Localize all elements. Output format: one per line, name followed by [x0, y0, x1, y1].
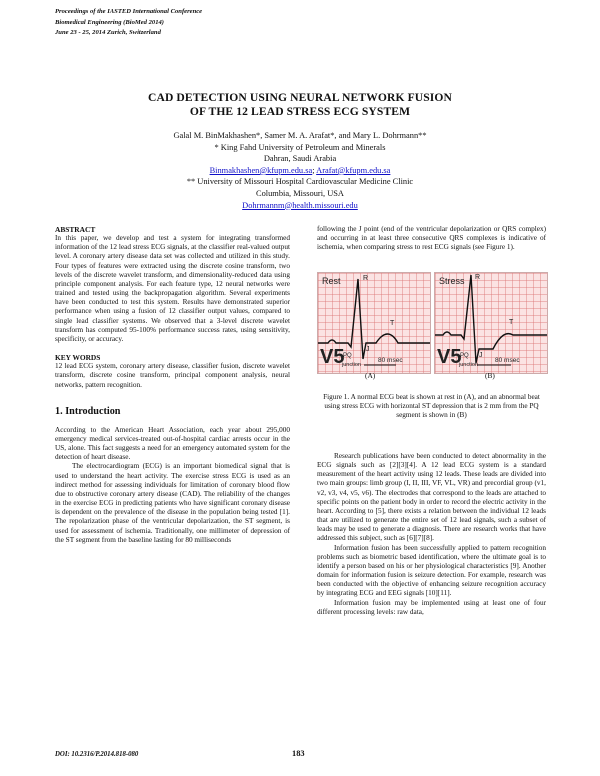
intro-paragraph-1: According to the American Heart Association, each year about 295,000 emergency medical services-treated out-of-hospital cardiac arrests occur in the US, alone. This fact suggests a need for an emergency automated system for the detection of heart disease. [55, 425, 290, 462]
j-label-b: J [479, 352, 483, 359]
lead-label-a: V5 [320, 346, 345, 368]
ms-label-a: 80 msec [378, 357, 403, 364]
paper-title [60, 91, 540, 119]
email-link-2[interactable]: Arafat@kfupm.edu.sa [316, 165, 391, 175]
section-heading-introduction: 1. Introduction [55, 405, 121, 417]
panel-label-rest: Rest [322, 276, 341, 286]
figure-1 [317, 272, 546, 379]
subfigure-label-a: (A) [365, 371, 376, 380]
header-line-1: Proceedings of the IASTED International Conference [55, 8, 203, 15]
figure-1-caption: Figure 1. A normal ECG beat is shown at rest in (A), and an abnormal beat using stress ECG with horizontal ST depression that is 2 mm from the PQ segment is shown in (B) [323, 393, 540, 420]
panel-label-stress: Stress [439, 276, 465, 286]
junction-label-b: junction [459, 362, 478, 368]
page-number: 183 [292, 749, 305, 758]
affiliation-2-location: Columbia, Missouri, USA [256, 188, 344, 198]
junction-label-a: junction [342, 362, 361, 368]
doi-footer: DOI: 10.2316/P.2014.818-080 [55, 751, 139, 758]
intro-paragraph-2: The electrocardiogram (ECG) is an important biomedical signal that is used to understand the heart activity. The exercise stress ECG is used as an indirect method for assessing individuals for limitation of coronary blood flow due to obstructive coronary artery disease (CAD). The reliability of the changes in the exercise ECG in predicting patients who have significant coronary disease is dependent on the prevalence of the disease in the population being tested [1]. The repolarization phase of the ventricular depolarization, the ST segment, is used for assessment of ischemia. Traditionally, one millimeter of depression of the ST segment from the baseline lasting for 80 milliseconds [55, 462, 290, 544]
pq-label-a: PQ [343, 353, 352, 359]
t-label-a: T [390, 320, 395, 327]
subfigure-label-b: (B) [485, 371, 495, 380]
ecg-panel-rest [317, 272, 431, 374]
right-paragraph-2: Information fusion has been successfully applied to pattern recognition problems such as biometric based identification, where the ultimate goal is to identify a person based on his or her physiological characteristics [9]. Another domain for information fusion is seizure detection. For example, research was been conducted with the objective of enhancing seizure recognition accuracy by integrating ECG and EEG signals [10][11]. [317, 543, 546, 598]
keywords-text: 12 lead ECG system, coronary artery disease, classifier fusion, discrete wavelet transform, discrete cosine transform, principal component analysis, neural networks, pattern recognition. [55, 362, 290, 389]
r-label-a: R [363, 275, 369, 282]
email-separator: ; [312, 165, 317, 175]
ms-label-b: 80 msec [495, 357, 520, 364]
email-link-1[interactable]: Binmakhashen@kfupm.edu.sa [209, 165, 313, 175]
abstract-text: In this paper, we develop and test a system for integrating transformed information of the 12 lead stress ECG signals, at the classifier real-valued output level. A coronary artery disease data set was collected and utilized in this study. Four types of features were extracted using the discrete cosine transform, two levels of the discrete wavelet transform, and dimensionality-reduced data using principle component analysis. For each feature type, 12 neural networks were trained and tested using the backpropagation algorithm. Several experiments have been conducted to test this system. Results have demonstrated superior performance when using a fusion of 12 classifier output values, compared to single lead classifier systems. We observed that a 3-level discrete wavelet transform has computed 95-100% performance success rates, using sensitivity, specificity, or accuracy. [55, 234, 290, 343]
header-line-3: June 23 - 25, 2014 Zurich, Switzerland [55, 29, 161, 37]
affiliation-1-location: Dahran, Saudi Arabia [263, 154, 337, 164]
right-column-top [317, 225, 546, 252]
t-label-b: T [509, 319, 514, 326]
right-paragraph-3: Information fusion may be implemented using at least one of four different processing levels: raw data, [317, 598, 546, 616]
ecg-panel-stress [434, 272, 548, 374]
email-line-1 [60, 165, 540, 177]
proceedings-header [55, 7, 202, 39]
affiliation-2: ** University of Missouri Hospital Cardiovascular Medicine Clinic [186, 177, 414, 187]
right-paragraph-0: following the J point (end of the ventricular depolarization or QRS complex) and occurring in at least three consecutive QRS complexes is indicative of ischemia, when comparing stress to rest ECG signals (see Figure 1). [317, 225, 546, 252]
email-link-3[interactable]: Dohrmannm@health.missouri.edu [242, 200, 358, 210]
j-label-a: J [366, 346, 370, 353]
title-line-2: OF THE 12 LEAD STRESS ECG SYSTEM [189, 105, 411, 118]
lead-label-b: V5 [437, 346, 462, 368]
title-line-1: CAD DETECTION USING NEURAL NETWORK FUSION [148, 91, 452, 104]
keywords-heading: KEY WORDS [55, 353, 101, 363]
left-column [55, 225, 290, 545]
affiliation-1: * King Fahd University of Petroleum and Minerals [214, 142, 386, 152]
r-label-b: R [475, 274, 481, 281]
header-line-2: Biomedical Engineering (BioMed 2014) [55, 18, 164, 26]
right-paragraph-1: Research publications have been conducted to detect abnormality in the ECG signals such as [2][3][4]. A 12 lead ECG system is a standard measurement of the heart activity using 12 leads. These leads are divided into two main groups: limb group (I, II, III, VF, VL, VR) and precordial group (v1, v2, v3, v4, v5, v6). The electrodes that correspond to the leads are attached to specific points on the patient body in order to record the electric activity in the heart. According to [5], there exists a relation between the individual 12 leads that are utilized to generate the entire set of 12 lead signals, such a subset of leads may be used to generate a diagnosis. There are research works that have addressed this subject, such as [6][7][8]. [317, 452, 546, 543]
author-names: Galal M. BinMakhashen*, Samer M. A. Arafat*, and Mary L. Dohrmann** [173, 131, 427, 140]
author-block [60, 130, 540, 211]
abstract-heading: ABSTRACT [55, 225, 96, 234]
right-column-bottom [317, 452, 546, 617]
pq-label-b: PQ [460, 353, 469, 359]
